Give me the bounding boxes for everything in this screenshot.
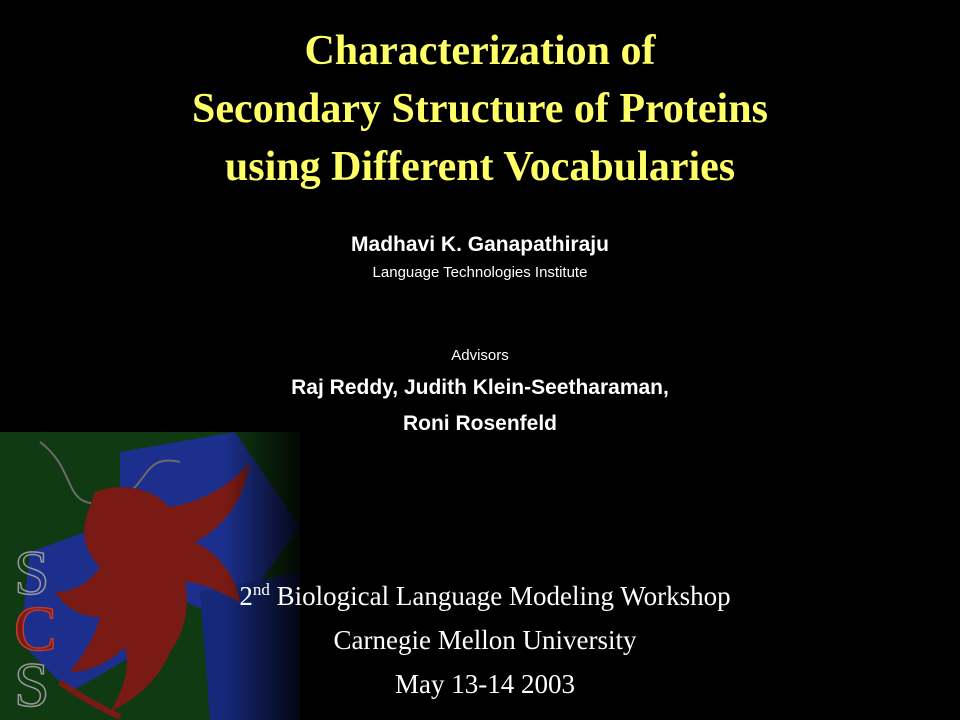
slide-title [60,22,900,196]
author-name: Madhavi K. Ganapathiraju [351,233,609,256]
workshop-line [130,574,840,618]
workshop-ordinal-suffix: nd [252,580,270,599]
author-affiliation: Language Technologies Institute [372,264,588,281]
title-line-1: Characterization of [304,28,656,74]
university-line: Carnegie Mellon University [333,625,637,655]
author-block [180,228,780,284]
advisors-names-line-2: Roni Rosenfeld [402,412,557,435]
advisors-names-line-1: Raj Reddy, Judith Klein-Seetharaman, [291,376,669,399]
event-block [130,574,840,706]
title-line-2: Secondary Structure of Proteins [192,86,768,132]
workshop-ordinal-number: 2 [239,581,253,611]
advisors-block [180,342,780,442]
title-line-3: using Different Vocabularies [224,144,736,190]
workshop-name: Biological Language Modeling Workshop [269,581,731,611]
advisors-label: Advisors [451,347,509,364]
date-line: May 13-14 2003 [395,669,575,699]
